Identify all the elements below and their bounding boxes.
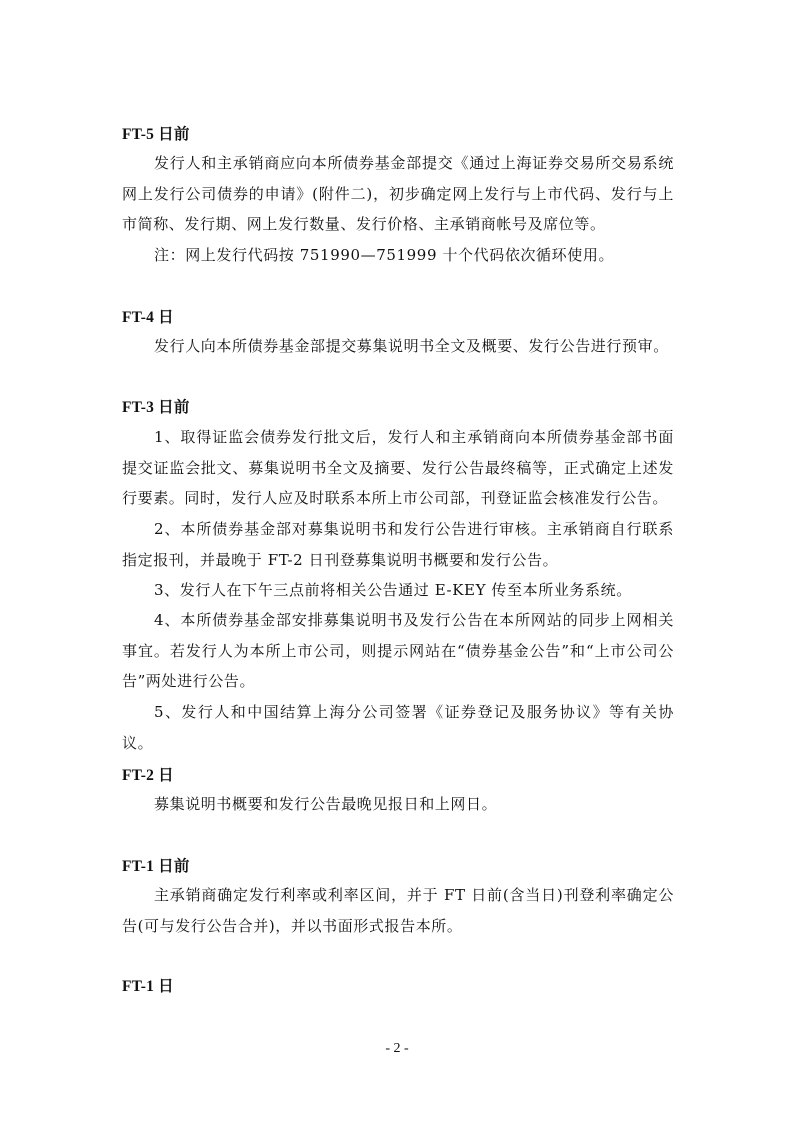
paragraph: 1、取得证监会债券发行批文后，发行人和主承销商向本所债券基金部书面提交证监会批文、募集说明书全文及摘要、发行公告最终稿等，正式确定上述发行要素。同时，发行人应及时联系本所上市公司部，刊登证监会核准发行公告。: [122, 428, 674, 507]
section-heading-ft1: FT-1 日: [122, 978, 174, 995]
section-heading-ft4: FT-4 日: [122, 309, 174, 326]
paragraph: 5、发行人和中国结算上海分公司签署《证券登记及服务协议》等有关协议。: [122, 703, 674, 752]
section-heading-ft5: FT-5 日前: [122, 126, 190, 143]
paragraph: 发行人和主承销商应向本所债券基金部提交《通过上海证券交易所交易系统网上发行公司债券的申请》(附件二)，初步确定网上发行与上市代码、发行与上市简称、发行期、网上发行数量、发行价格、主承销商帐号及席位等。: [122, 154, 674, 233]
paragraph: 募集说明书概要和发行公告最晚见报日和上网日。: [154, 795, 498, 813]
page-number: - 2 -: [385, 1041, 409, 1056]
section-heading-ft2: FT-2 日: [122, 767, 174, 784]
paragraph: 主承销商确定发行利率或利率区间，并于 FT 日前(含当日)刊登利率确定公告(可与发行公告合并)，并以书面形式报告本所。: [122, 886, 674, 935]
section-heading-ft1-before: FT-1 日前: [122, 858, 190, 875]
paragraph-note: 注：网上发行代码按 751990—751999 十个代码依次循环使用。: [154, 246, 615, 264]
section-heading-ft3: FT-3 日前: [122, 399, 190, 416]
paragraph: 4、本所债券基金部安排募集说明书及发行公告在本所网站的同步上网相关事宜。若发行人为本所上市公司，则提示网站在“债券基金公告”和“上市公司公告”两处进行公告。: [122, 611, 674, 690]
paragraph: 3、发行人在下午三点前将相关公告通过 E-KEY 传至本所业务系统。: [154, 581, 632, 599]
paragraph: 2、本所债券基金部对募集说明书和发行公告进行审核。主承销商自行联系指定报刊，并最晚于 FT-2 日刊登募集说明书概要和发行公告。: [122, 520, 674, 569]
paragraph: 发行人向本所债券基金部提交募集说明书全文及概要、发行公告进行预审。: [154, 337, 669, 355]
